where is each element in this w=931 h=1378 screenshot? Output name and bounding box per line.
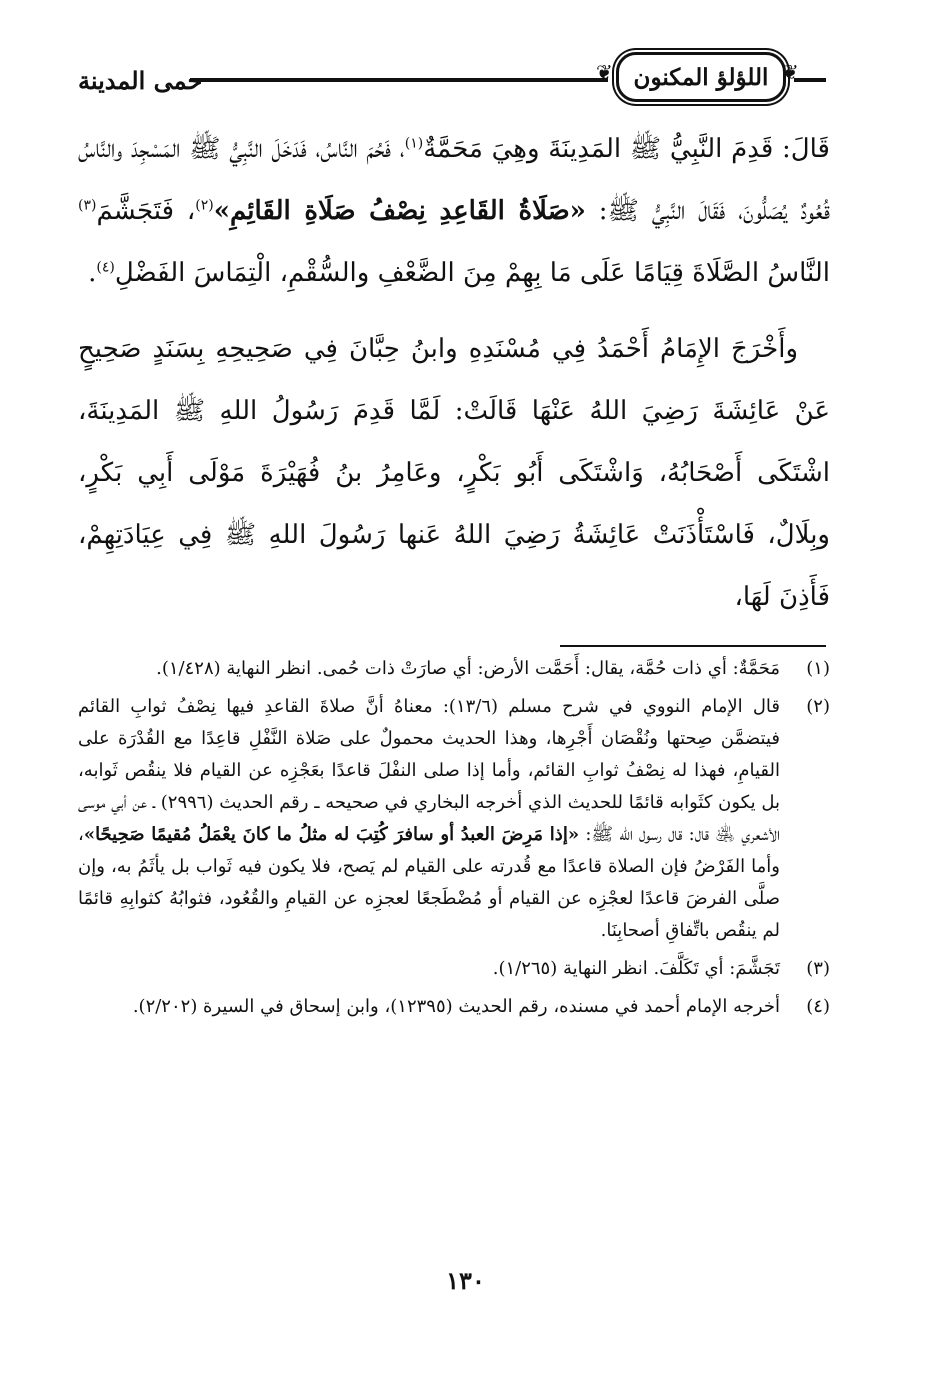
hadith-quote: «صَلَاةُ القَاعِدِ نِصْفُ صَلَاةِ القَائِمِ» <box>213 196 586 226</box>
footnote <box>78 953 830 985</box>
footnote <box>78 653 830 685</box>
footnote-ref[interactable]: (٣) <box>78 197 97 214</box>
book-title: اللؤلؤ المكنون <box>633 63 769 91</box>
chapter-title: حمى المدينة <box>78 66 203 95</box>
header-rule <box>190 78 608 82</box>
header-rule <box>794 78 826 82</box>
footnote-text: تَجَشَّمَ: أي تَكَلَّفَ. انظر النهاية (١/٢٦٥). <box>492 958 780 979</box>
ornament-icon: ❦ <box>782 60 799 84</box>
main-text <box>78 118 830 628</box>
footnote-text: مَحَمَّةٌ: أي ذات حُمَّة، يقال: أَحَمَّت الأرض: أي صارَتْ ذات حُمى. انظر النهاية (١/٤٢٨). <box>156 658 780 679</box>
text-run: النَّاسُ الصَّلَاةَ قِيَامًا عَلَى مَا بِهِمْ مِنَ الضَّعْفِ والسُّقْمِ، الْتِمَاسَ الفَضْلِ <box>114 258 830 288</box>
text-run: قَالَ: قَدِمَ النَّبِيُّ ﷺ المَدِينَةَ وهِيَ مَحَمَّةٌ <box>423 134 830 164</box>
footnote-number: (٣) <box>806 958 830 979</box>
footnote-number: (٢) <box>806 696 830 717</box>
paragraph: وأَخْرَجَ الإِمَامُ أَحْمَدُ فِي مُسْنَدِهِ وابنُ حِبَّانَ فِي صَحِيحِهِ بِسَنَدٍ صَحِيحٍ عَنْ عَائِشَةَ رَضِيَ اللهُ عَنْهَا قَالَتْ: لَمَّا قَدِمَ رَسُولُ اللهِ ﷺ المَدِينَةَ، اشْتَكَى أَصْحَابُهُ، وَاشْتَكَى أَبُو بَكْرٍ، وعَامِرُ بنُ فُهَيْرَةَ مَوْلَى أَبِي بَكْرٍ، وبِلَالٌ، فَاسْتَأْذَنَتْ عَائِشَةُ رَضِيَ اللهُ عَنها رَسُولَ اللهِ ﷺ فِي عِيَادَتِهِمْ، فَأَذِنَ لَهَا، <box>78 334 830 612</box>
footnote-ref[interactable]: (٢) <box>195 197 214 214</box>
hadith-quote: «إذا مَرِضَ العبدُ أو سافرَ كُتِبَ له مثلُ ما كانَ يعْمَلُ مُقيمًا صَحِيحًا» <box>83 824 580 845</box>
text-run: ، فَحُمَ النَّاسُ، فَدَخَلَ النَّبِيُّ ﷺ المَسْجِدَ والنَّاسُ قُعُودٌ يُصَلُّونَ، فَقَالَ النَّبِيُّ ﷺ: <box>78 134 830 226</box>
footnote <box>78 691 830 947</box>
footnote-ref[interactable]: (٤) <box>96 259 115 276</box>
footnote-ref[interactable]: (١) <box>404 135 424 152</box>
text-run: ، فَتَجَشَّمَ <box>96 196 196 226</box>
page-number: ١٣٠ <box>446 1266 485 1295</box>
footnote <box>78 991 830 1023</box>
footnote-divider <box>560 645 826 647</box>
page-header <box>78 48 826 110</box>
book-title-cartouche <box>616 52 786 102</box>
footnote-number: (٤) <box>806 996 830 1017</box>
footnotes <box>78 653 830 1029</box>
paragraph <box>78 118 830 304</box>
footnote-number: (١) <box>806 658 830 679</box>
footnote-text: أخرجه الإمام أحمد في مسنده، رقم الحديث (١٢٣٩٥)، وابن إسحاق في السيرة (٢/٢٠٢). <box>132 996 780 1017</box>
text-run: . <box>88 258 97 288</box>
text-run: ، وأما الفَرْضُ فإن الصلاة قاعدًا مع قُدرته على القيام لم يَصح، فلا يكون فيه ثَواب بل يأثَمُ به، وإن صلَّى الفرضَ قاعدًا لعجْزِه عن القيام أو مُضْطَجعًا لعجزِه عن القيامِ والقُعُود، فثوابُهُ كثوابِهِ قائمًا لم ينقُص باتِّفاقِ أصحابِنَا. <box>78 824 780 941</box>
ornament-icon: ❦ <box>596 60 613 84</box>
text-run: قال الإمام النووي في شرح مسلم (١٣/٦): معناهُ أنَّ صلاةَ القاعدِ فيها نِصْفُ ثوابِ القائم فيتضمَّن صِحتها ونُقْصَان أَجْرِها، وهذا الحديث محمولٌ على صَلاة النَّفْلِ قاعِدًا مع القُدْرَة على القيامِ، فهذا له نِصْفُ ثوابِ القائم، وأما إذا صلى النفْلَ قاعدًا بعَجْزِه عن القيام فلا ينقُص ثَوابه، بل يكون كثَوابه قائمًا للحديث الذي أخرجه البخاري في صحيحه ـ رقم الحديث (٢٩٩٦) ـ عن أبي موسى الأشعري ﵁ قال: قال رسول الله ﷺ: <box>78 696 781 845</box>
footnote-text <box>78 691 780 947</box>
